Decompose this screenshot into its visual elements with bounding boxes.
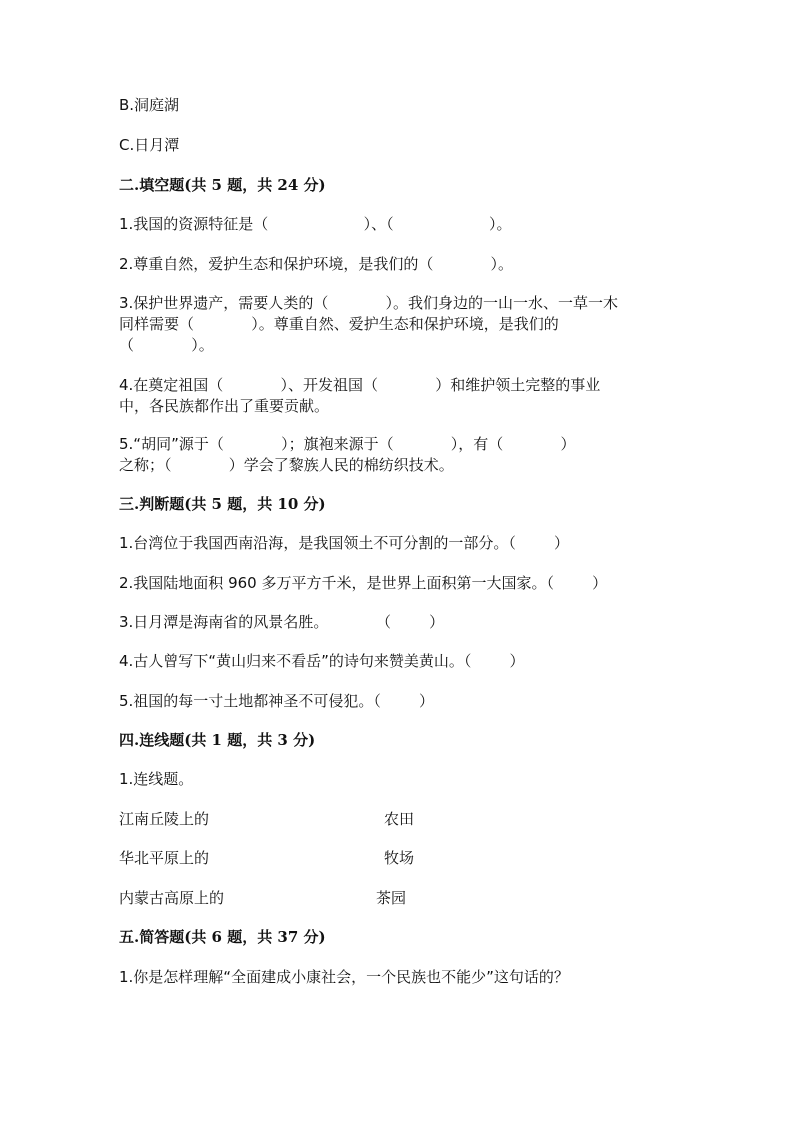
option-b: B.洞庭湖 [119,96,180,114]
fill-question-5-line-2: 之称；（ ）学会了黎族人民的棉纺织技术。 [119,456,454,474]
judge-question-5: 5.祖国的每一寸土地都神圣不可侵犯。（ ） [119,692,434,710]
fill-question-5-line-1: 5.“胡同”源于（ ）；旗袍来源于（ ），有（ ） [119,435,576,453]
judge-heading: 三.判断题(共 5 题，共 10 分) [119,495,326,513]
match-left-item: 江南丘陵上的 [119,810,210,828]
fill-question-4-line-1: 4.在奠定祖国（ ）、开发祖国（ ）和维护领土完整的事业 [119,376,601,394]
fill-question-2: 2.尊重自然，爱护生态和保护环境，是我们的（ ）。 [119,255,514,273]
judge-question-1: 1.台湾位于我国西南沿海，是我国领土不可分割的一部分。（ ） [119,534,569,552]
match-left-item: 华北平原上的 [119,849,210,867]
match-question-1: 1.连线题。 [119,770,194,788]
judge-question-4: 4.古人曾写下“黄山归来不看岳”的诗句来赞美黄山。（ ） [119,652,525,670]
match-right-item: 牧场 [384,849,415,867]
judge-question-2: 2.我国陆地面积 960 多万平方千米，是世界上面积第一大国家。（ ） [119,574,608,592]
short-answer-heading: 五.简答题(共 6 题，共 37 分) [119,928,326,946]
match-right-item: 茶园 [376,889,407,907]
fill-question-3-line-2: 同样需要（ ）。尊重自然、爱护生态和保护环境，是我们的 [119,315,559,333]
fill-question-3-line-1: 3.保护世界遗产，需要人类的（ ）。我们身边的一山一水、一草一木 [119,294,619,312]
fill-question-1: 1.我国的资源特征是（ ）、（ ）。 [119,215,512,233]
fill-heading: 二.填空题(共 5 题，共 24 分) [119,176,326,194]
fill-question-3-line-3: （ ）。 [119,336,214,354]
match-left-item: 内蒙古高原上的 [119,889,225,907]
short-answer-question-1: 1.你是怎样理解“全面建成小康社会，一个民族也不能少”这句话的？ [119,968,569,986]
fill-question-4-line-2: 中，各民族都作出了重要贡献。 [119,397,330,415]
judge-question-3: 3.日月潭是海南省的风景名胜。 （ ） [119,613,445,631]
match-right-item: 农田 [384,810,415,828]
option-c: C.日月潭 [119,136,180,154]
match-heading: 四.连线题(共 1 题，共 3 分) [119,731,316,749]
